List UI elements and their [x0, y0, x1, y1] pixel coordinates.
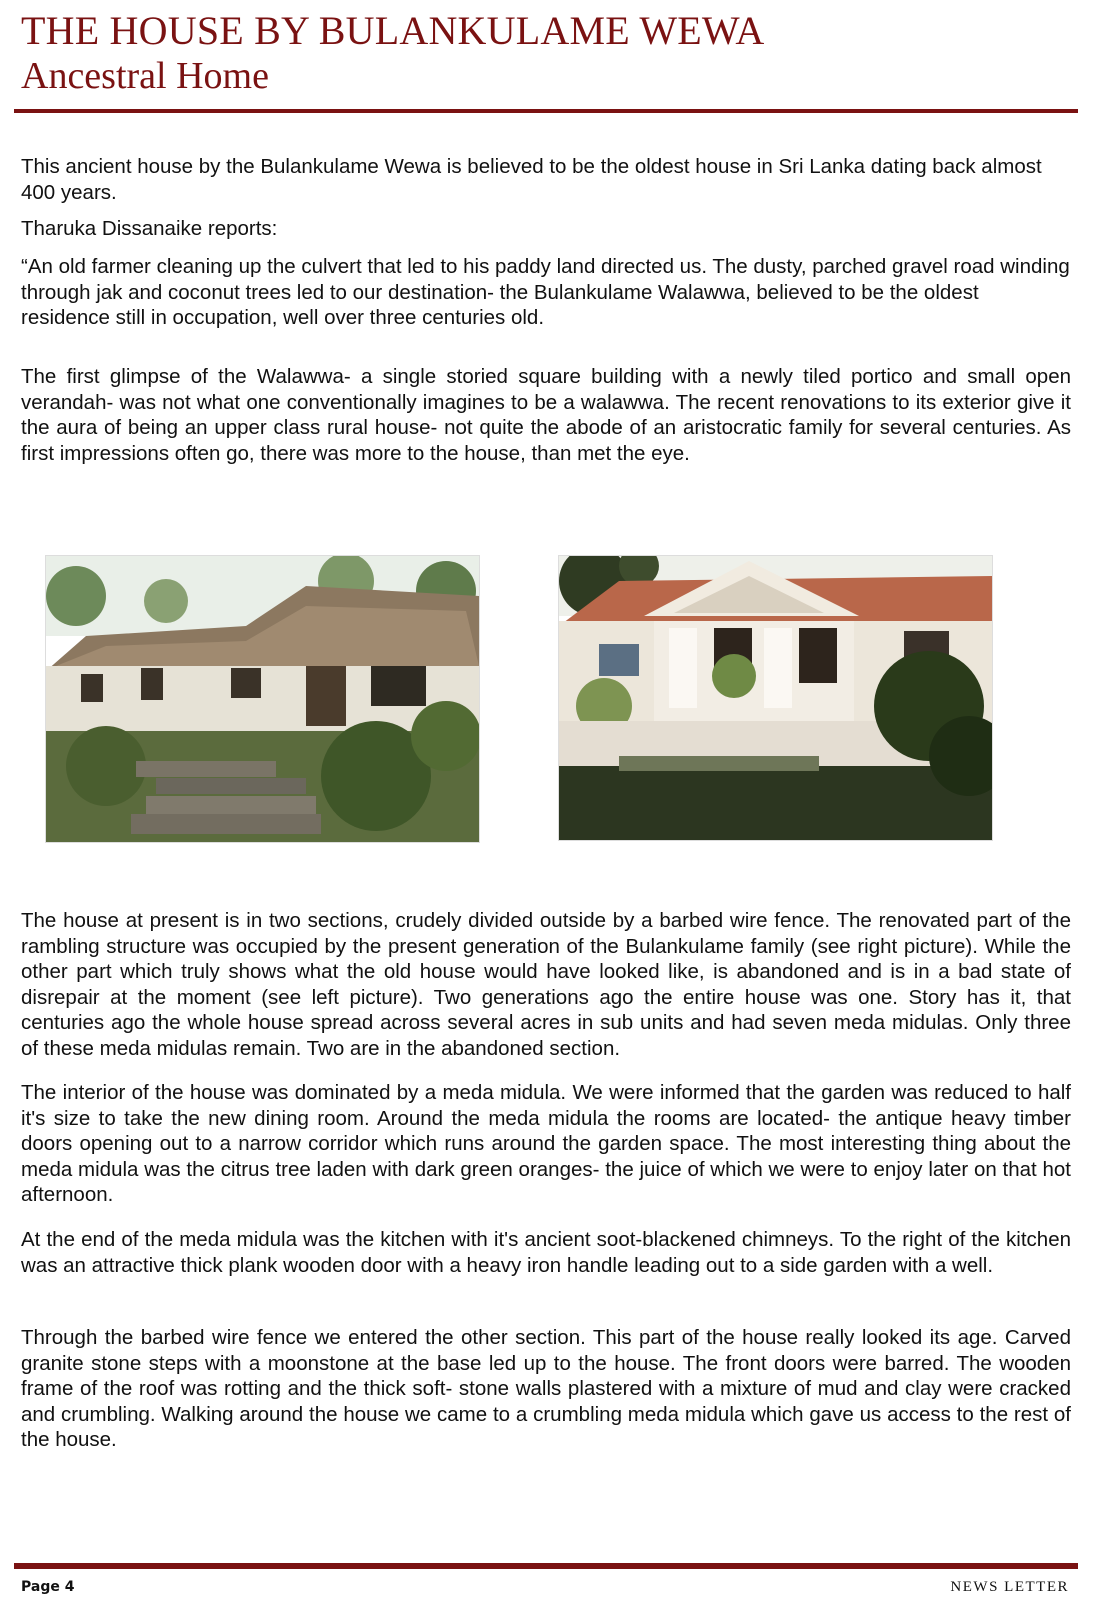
renovated-house-photo	[558, 555, 993, 841]
other-section-paragraph: Through the barbed wire fence we entered the other section. This part of the house really looked its age. Carved granite stone steps with a moonstone at the base led up to the house. The front doors were barred. The wooden frame of the roof was rotting and the thick soft- stone walls plastered with a mixture of mud and clay were cracked and crumbling. Walking around the house we came to a crumbling meda midula which gave us access to the rest of the house.	[21, 1326, 1071, 1451]
footer-divider	[14, 1563, 1078, 1569]
first-glimpse-paragraph: The first glimpse of the Walawwa- a single storied square building with a newly tiled portico and small open verandah- was not what one conventionally imagines to be a walawwa. The recent renovations to its exterior give it the aura of being an upper class rural house- not quite the abode of an aristocratic family for several centuries. As first impressions often go, there was more to the house, than met the eye.	[21, 365, 1071, 465]
page-number: Page 4	[21, 1579, 75, 1595]
abandoned-house-photo	[45, 555, 480, 843]
page-title: THE HOUSE BY BULANKULAME WEWA	[21, 8, 765, 53]
publication-name: NEWS LETTER	[950, 1579, 1069, 1595]
header-divider	[14, 109, 1078, 113]
byline-paragraph: Tharuka Dissanaike reports:	[21, 217, 278, 240]
interior-paragraph: The interior of the house was dominated by a meda midula. We were informed that the garden was reduced to half it's size to take the new dining room. Around the meda midula the rooms are located- the antique heavy timber doors opening out to a narrow corridor which runs around the garden space. The most interesting thing about the meda midula was the citrus tree laden with dark green oranges- the juice of which we were to enjoy later on that hot afternoon.	[21, 1081, 1071, 1206]
two-sections-paragraph: The house at present is in two sections, crudely divided outside by a barbed wire fence. The renovated part of the rambling structure was occupied by the present generation of the Bulankulame family (see right picture). While the other part which truly shows what the old house would have looked like, is abandoned and is in a bad state of disrepair at the moment (see left picture). Two generations ago the entire house was one. Story has it, that centuries ago the whole house spread across several acres in sub units and had seven meda midulas. Only three of these meda midulas remain. Two are in the abandoned section.	[21, 909, 1071, 1060]
kitchen-paragraph: At the end of the meda midula was the kitchen with it's ancient soot-blackened chimneys. To the right of the kitchen was an attractive thick plank wooden door with a heavy iron handle leading out to a side garden with a well.	[21, 1228, 1071, 1277]
intro-paragraph: This ancient house by the Bulankulame Wewa is believed to be the oldest house in Sri Lanka dating back almost 400 years.	[21, 155, 1042, 204]
quote-paragraph: “An old farmer cleaning up the culvert that led to his paddy land directed us. The dusty, parched gravel road winding through jak and coconut trees led to our destination- the Bulankulame Walawwa, believed to be the oldest residence still in occupation, well over three centuries old.	[21, 255, 1070, 329]
page-subtitle: Ancestral Home	[21, 55, 269, 97]
